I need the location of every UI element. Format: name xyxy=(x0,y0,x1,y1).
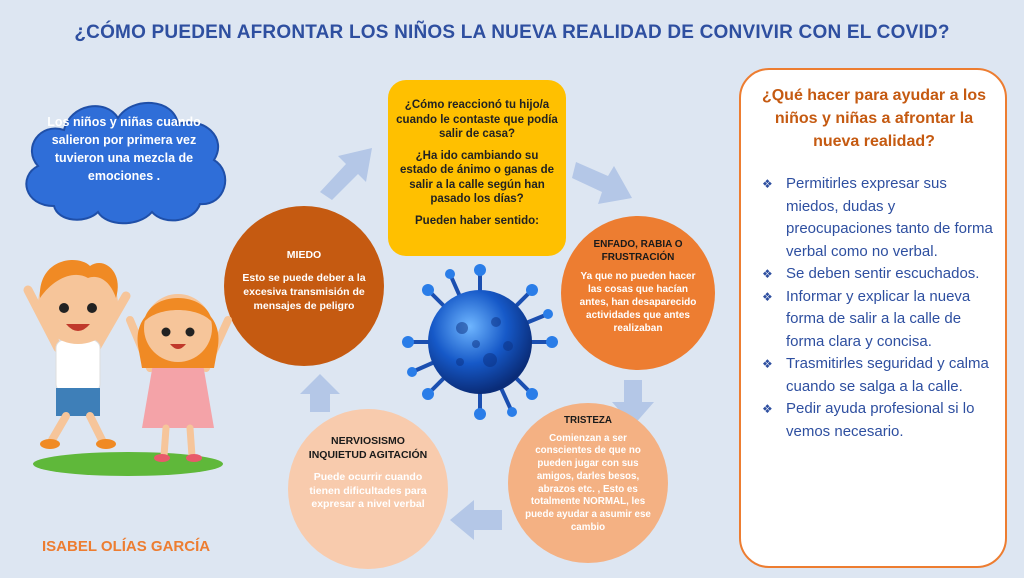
cycle-arrow-icon xyxy=(448,500,504,540)
diamond-bullet-icon: ❖ xyxy=(762,267,773,281)
list-item: ❖ Pedir ayuda profesional si lo vemos necesario. xyxy=(762,400,975,440)
emotion-text: Ya que no pueden hacer las cosas que hacían antes, han desaparecido actividades que antes realizaban xyxy=(579,271,697,334)
diamond-bullet-icon: ❖ xyxy=(762,177,773,191)
diamond-bullet-icon: ❖ xyxy=(762,357,773,371)
virus-illustration xyxy=(400,262,560,422)
list-item: ❖ Informar y explicar la nueva forma de salir a la calle de forma clara y concisa. xyxy=(762,287,971,350)
emotion-enfado xyxy=(561,216,715,370)
emotion-text: Esto se puede deber a la excesiva transmisión de mensajes de peligro xyxy=(242,272,366,312)
emotion-title: NERVIOSISMO INQUIETUD AGITACIÓN xyxy=(308,435,428,461)
girl-figure xyxy=(130,294,228,462)
emotion-miedo xyxy=(224,206,384,366)
list-item: ❖ Permitirles expresar sus miedos, dudas y preocupaciones tanto de forma verbal como no verbal. xyxy=(762,175,993,260)
author-name: ISABEL OLÍAS GARCÍA xyxy=(42,538,211,555)
question-2: ¿Ha ido cambiando su estado de ánimo o ganas de salir a la calle según han pasado los días? xyxy=(399,149,554,205)
advice-panel-title: ¿Qué hacer para ayudar a los niños y niñas a afrontar la nueva realidad? xyxy=(761,87,987,150)
center-question-box xyxy=(388,80,566,256)
emotion-title: TRISTEZA xyxy=(564,415,612,426)
advice-list xyxy=(762,173,998,443)
emotion-text: Comienzan a ser conscientes de que no pueden jugar con sus amigos, darles besos, abrazos etc. , Esto es totalmente NORMAL, les puede ayudar a asumir ese cambio xyxy=(525,432,651,533)
emotion-title: MIEDO xyxy=(286,249,322,261)
cycle-arrow-icon xyxy=(572,154,636,214)
diamond-bullet-icon: ❖ xyxy=(762,402,773,416)
list-item: ❖ Se deben sentir escuchados. xyxy=(762,263,998,286)
kids-illustration xyxy=(18,228,238,478)
emotion-text: Puede ocurrir cuando tienen dificultades para expresar a nivel verbal xyxy=(309,471,427,510)
cycle-arrow-icon xyxy=(316,142,386,202)
question-1: ¿Cómo reaccionó tu hijo/a cuando le contaste que podía salir de casa? xyxy=(396,99,558,140)
emotion-tristeza xyxy=(508,403,668,563)
list-item: ❖ Trasmitirles seguridad y calma cuando se salga a la calle. xyxy=(762,355,989,395)
cycle-arrow-icon xyxy=(300,372,340,414)
emotion-nerviosismo xyxy=(288,409,448,569)
cloud-text: Los niños y niñas cuando salieron por primera vez tuvieron una mezcla de emociones . xyxy=(47,115,201,183)
page-title: ¿CÓMO PUEDEN AFRONTAR LOS NIÑOS LA NUEVA REALIDAD DE CONVIVIR CON EL COVID? xyxy=(74,22,950,43)
question-3: Pueden haber sentido: xyxy=(415,214,539,227)
boy-figure xyxy=(28,260,126,449)
diamond-bullet-icon: ❖ xyxy=(762,289,773,304)
emotion-title: ENFADO, RABIA O FRUSTRACIÓN xyxy=(593,239,683,263)
